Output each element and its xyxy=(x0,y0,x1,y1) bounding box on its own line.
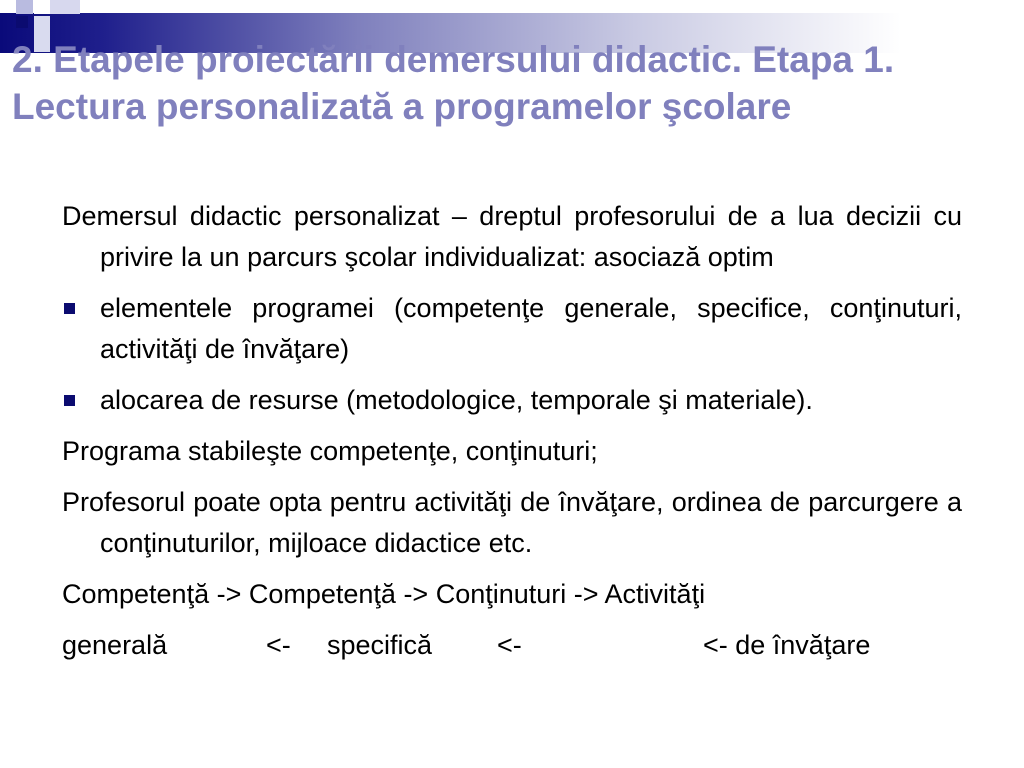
square-bullet-icon xyxy=(64,395,75,406)
intro-paragraph: Demersul didactic personalizat – dreptul profesorului de a lua decizii cu privire la un parcurs şcolar individualizat: asociază optim xyxy=(62,201,962,272)
flow-cell: specifică xyxy=(327,630,433,660)
bullet-text: alocarea de resurse (metodologice, temporale şi materiale). xyxy=(100,385,813,415)
decorative-square-dark xyxy=(16,16,28,28)
flow-cell: <- de învăţare xyxy=(703,630,871,660)
paragraph-programa: Programa stabileşte competenţe, conţinuturi; xyxy=(62,436,598,466)
bullet-item xyxy=(62,380,962,421)
paragraph-profesorul: Profesorul poate opta pentru activităţi de învăţare, ordinea de parcurgere a conţinuturilor, mijloace didactice etc. xyxy=(62,487,962,558)
flow-cell: generală xyxy=(62,630,168,660)
decorative-square xyxy=(34,0,50,14)
flow-cell: <- xyxy=(497,630,522,660)
flow-line-bottom xyxy=(62,625,962,666)
square-bullet-icon xyxy=(64,303,75,314)
decorative-square xyxy=(50,0,80,14)
slide-title: 2. Etapele proiectării demersului didactic. Etapa 1. Lectura personalizată a programelor şcolare xyxy=(12,39,895,127)
bullet-text: elementele programei (competenţe generale, specifice, conţinuturi, activităţi de învăţare) xyxy=(100,293,962,364)
decorative-square xyxy=(16,0,33,14)
flow-line-top: Competenţă -> Competenţă -> Conţinuturi -> Activităţi xyxy=(62,579,706,609)
slide-body xyxy=(62,196,962,666)
flow-cell: <- xyxy=(266,630,291,660)
bullet-item xyxy=(62,288,962,370)
